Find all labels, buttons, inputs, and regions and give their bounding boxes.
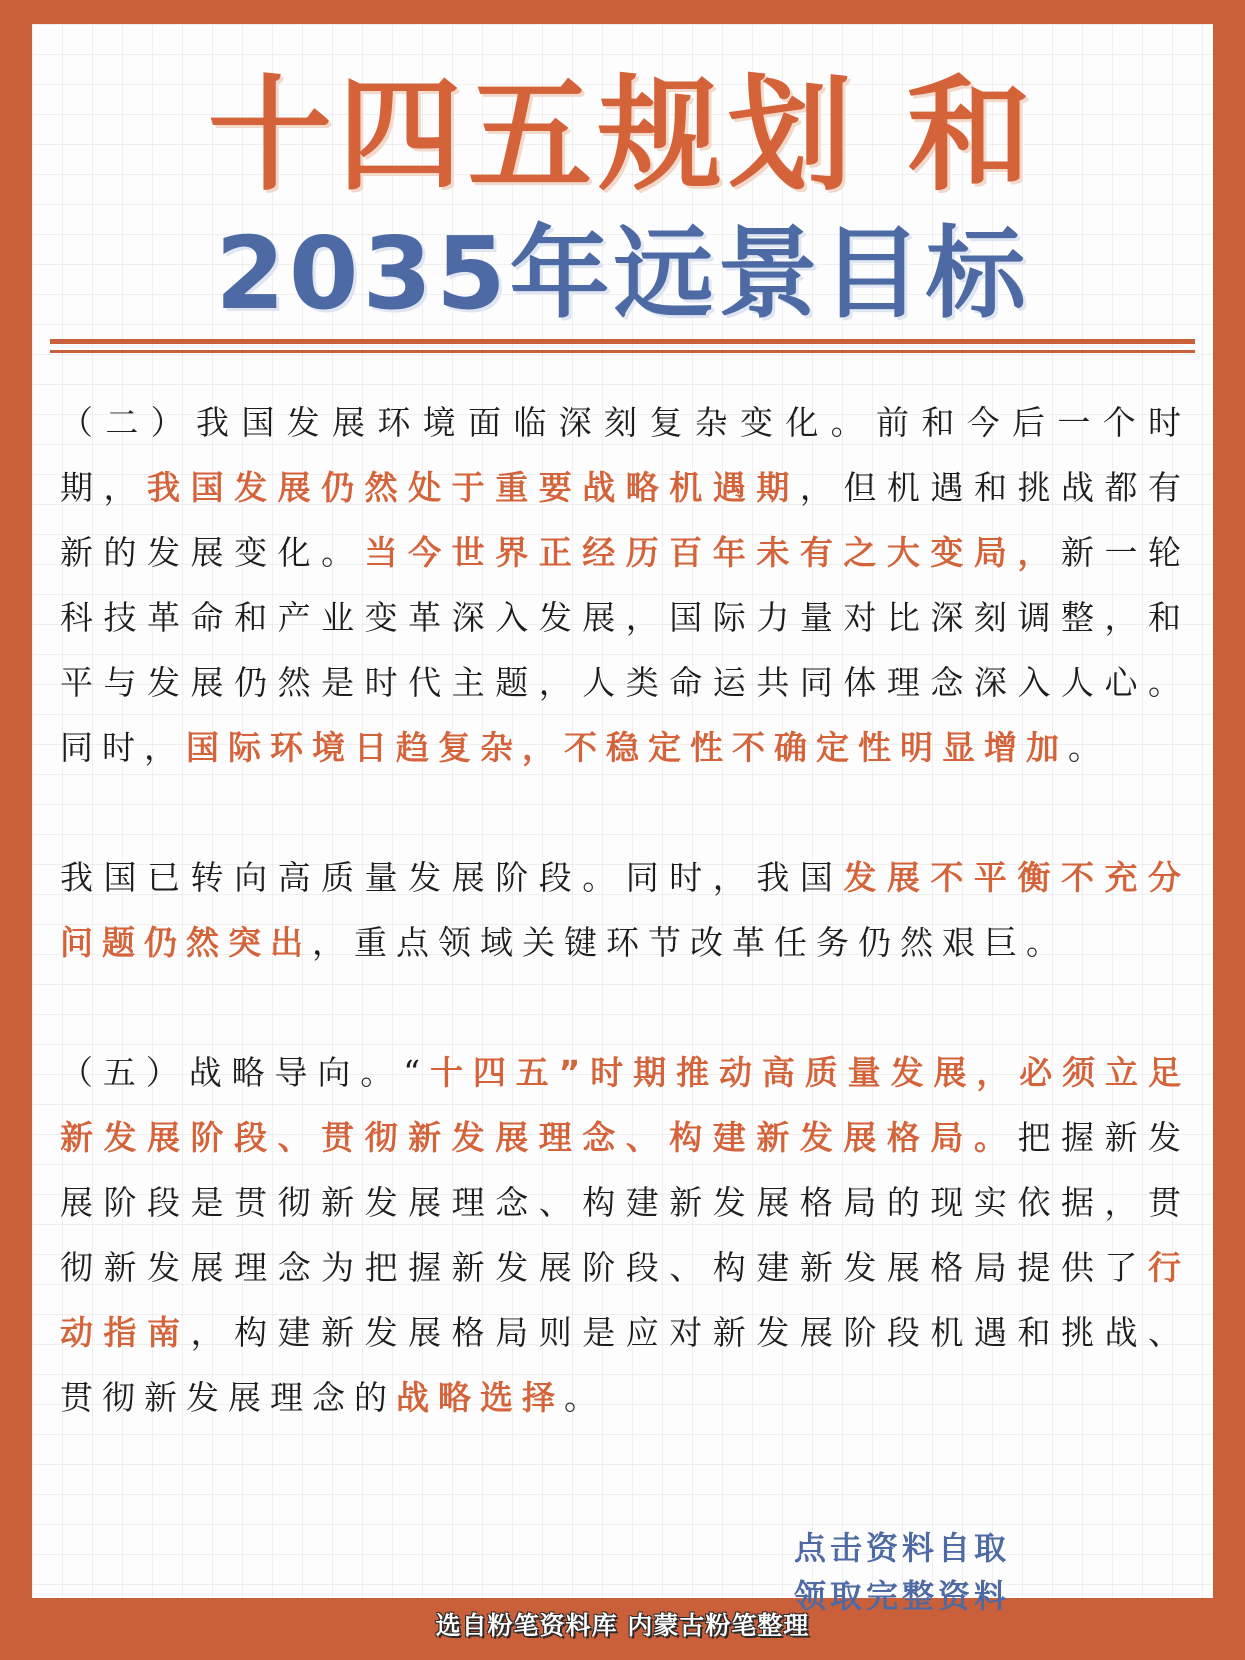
article-body: [60, 390, 1190, 1430]
body-text: 。: [1068, 728, 1110, 767]
cta-line-1[interactable]: 点击资料自取: [794, 1529, 1011, 1567]
paragraph-high-quality: [60, 845, 1190, 975]
highlighted-text: 当今世界正经历百年未有之大变局，: [364, 533, 1061, 572]
paragraph-strategic-orientation: [60, 1040, 1190, 1430]
title-divider-thin: [50, 350, 1195, 353]
title-line-1: 十四五规划 和: [207, 64, 1038, 208]
highlighted-text: 行动指南: [60, 1248, 1190, 1352]
highlighted-text: 十四五”时期推动高质量发展，必须立足新发展阶段、贯彻新发展理念、构建新发展格局。: [60, 1053, 1190, 1157]
highlighted-text: 战略选择: [396, 1378, 564, 1417]
document-page: [32, 24, 1213, 1615]
body-text: ，但机遇和挑战都有新的发展变化。: [60, 468, 1191, 572]
cta-line-2[interactable]: 领取完整资料: [794, 1577, 1011, 1615]
body-text: 把握新发展阶段是贯彻新发展理念、构建新发展格局的现实依据，贯彻新发展理念为把握新发展阶段、构建新发展格局提供了: [60, 1118, 1191, 1287]
body-text: 我国已转向高质量发展阶段。同时，我国: [60, 858, 844, 897]
body-text: ，重点领域关键环节改革任务仍然艰巨。: [312, 923, 1068, 962]
title-line-2: 2035年远景目标: [215, 215, 1030, 332]
paragraph-environment: [60, 390, 1190, 780]
highlighted-text: 国际环境日趋复杂，不稳定性不确定性明显增加: [186, 728, 1068, 767]
title-divider-thick: [50, 339, 1195, 344]
body-text: （二）我国发展环境面临深刻复杂变化。前和今后一个时期，: [60, 403, 1190, 507]
highlighted-text: 发展不平衡不充分问题仍然突出: [60, 858, 1191, 962]
body-text: 。: [564, 1378, 606, 1417]
body-text: 新一轮科技革命和产业变革深入发展，国际力量对比深刻调整，和平与发展仍然是时代主题，人类命运共同体理念深入人心。同时，: [60, 533, 1191, 767]
body-text: ，构建新发展格局则是应对新发展阶段机遇和挑战、贯彻新发展理念的: [60, 1313, 1191, 1417]
highlighted-text: 我国发展仍然处于重要战略机遇期: [147, 468, 800, 507]
footer-credit: 选自粉笔资料库 内蒙古粉笔整理: [435, 1611, 810, 1640]
body-text: （五）战略导向。“: [60, 1053, 430, 1092]
